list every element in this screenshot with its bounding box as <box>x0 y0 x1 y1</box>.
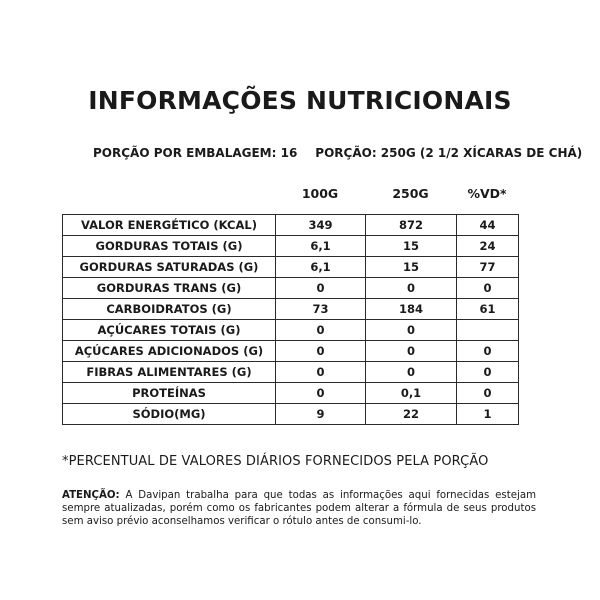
row-label: VALOR ENERGÉTICO (KCAL) <box>63 215 276 236</box>
table-row <box>63 236 519 257</box>
portion-per-package: PORÇÃO POR EMBALAGEM: 16 <box>93 146 298 160</box>
value-100g: 0 <box>276 341 366 362</box>
value-250g: 0 <box>366 341 457 362</box>
attention-label: ATENÇÃO: <box>62 490 120 501</box>
table-row <box>63 404 519 425</box>
row-label: SÓDIO(MG) <box>63 404 276 425</box>
value-100g: 9 <box>276 404 366 425</box>
row-label: GORDURAS SATURADAS (G) <box>63 257 276 278</box>
table-row <box>63 299 519 320</box>
attention-notice <box>62 489 536 528</box>
value-100g: 73 <box>276 299 366 320</box>
row-label: AÇÚCARES ADICIONADOS (G) <box>63 341 276 362</box>
table-row <box>63 341 519 362</box>
value-250g: 184 <box>366 299 457 320</box>
value-250g: 15 <box>366 257 457 278</box>
column-header-vd: %VD* <box>467 186 507 201</box>
table-row <box>63 257 519 278</box>
value-100g: 0 <box>276 278 366 299</box>
value-100g: 349 <box>276 215 366 236</box>
value-250g: 0 <box>366 362 457 383</box>
row-label: FIBRAS ALIMENTARES (G) <box>63 362 276 383</box>
value-100g: 0 <box>276 362 366 383</box>
value-vd <box>457 320 519 341</box>
row-label: PROTEÍNAS <box>63 383 276 404</box>
table-row <box>63 383 519 404</box>
table-row <box>63 362 519 383</box>
value-vd: 44 <box>457 215 519 236</box>
column-header-250g: 250G <box>392 186 429 201</box>
row-label: AÇÚCARES TOTAIS (G) <box>63 320 276 341</box>
value-vd: 1 <box>457 404 519 425</box>
value-vd: 24 <box>457 236 519 257</box>
value-vd: 0 <box>457 341 519 362</box>
value-vd: 61 <box>457 299 519 320</box>
value-250g: 15 <box>366 236 457 257</box>
value-250g: 0 <box>366 320 457 341</box>
value-100g: 6,1 <box>276 257 366 278</box>
table-row <box>63 215 519 236</box>
portion-info <box>93 146 582 160</box>
value-100g: 6,1 <box>276 236 366 257</box>
value-vd: 0 <box>457 278 519 299</box>
value-250g: 872 <box>366 215 457 236</box>
value-250g: 22 <box>366 404 457 425</box>
table-row <box>63 320 519 341</box>
value-250g: 0 <box>366 278 457 299</box>
value-100g: 0 <box>276 320 366 341</box>
value-100g: 0 <box>276 383 366 404</box>
attention-text: A Davipan trabalha para que todas as informações aqui fornecidas estejam sempre atualizadas, porém como os fabricantes podem alterar a fórmula de seus produtos sem aviso prévio aconselhamos verificar o rótulo antes de consumi-lo. <box>62 490 536 527</box>
row-label: GORDURAS TOTAIS (G) <box>63 236 276 257</box>
row-label: CARBOIDRATOS (G) <box>63 299 276 320</box>
nutrition-table <box>62 214 519 425</box>
value-vd: 0 <box>457 362 519 383</box>
table-row <box>63 278 519 299</box>
value-250g: 0,1 <box>366 383 457 404</box>
column-header-100g: 100G <box>301 186 339 201</box>
footnote: *PERCENTUAL DE VALORES DIÁRIOS FORNECIDOS PELA PORÇÃO <box>62 454 489 469</box>
value-vd: 77 <box>457 257 519 278</box>
value-vd: 0 <box>457 383 519 404</box>
row-label: GORDURAS TRANS (G) <box>63 278 276 299</box>
page-title: INFORMAÇÕES NUTRICIONAIS <box>88 86 512 115</box>
portion-size: PORÇÃO: 250G (2 1/2 XÍCARAS DE CHÁ) <box>315 146 583 160</box>
